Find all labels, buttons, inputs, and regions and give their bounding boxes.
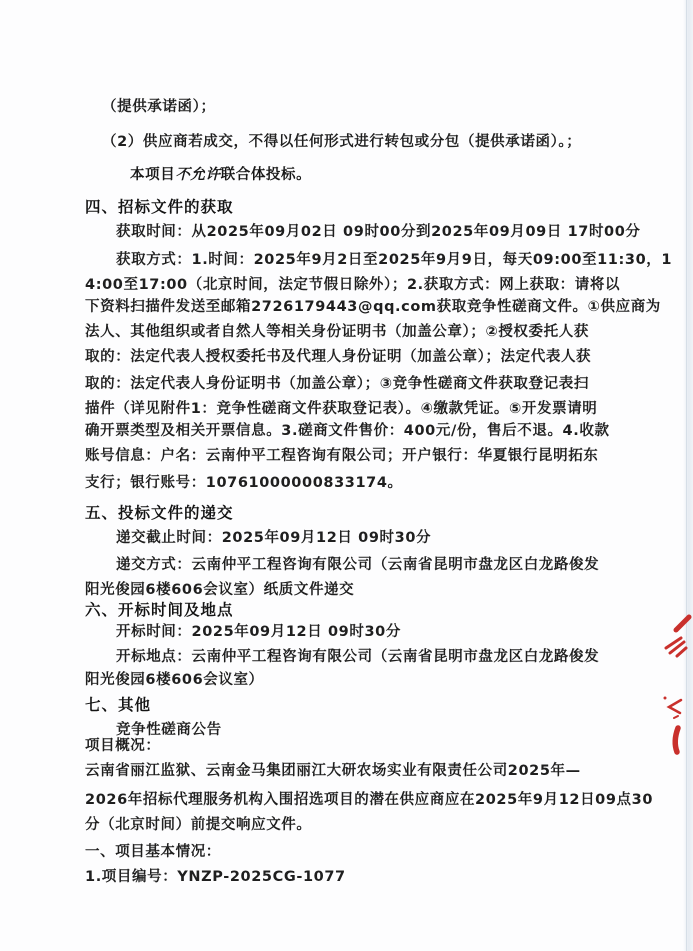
text-line: 确开票类型及相关开票信息。3.磋商文件售价：400元/份，售后不退。4.收款 [85, 423, 610, 439]
text-line: 4:00至17:00（北京时间，法定节假日除外）；2.获取方式：网上获取：请将以 [85, 277, 621, 293]
page-scan-edge-line [686, 0, 687, 951]
text-line: 竞争性磋商公告 [116, 722, 222, 738]
text-segment: 本项目 [130, 167, 176, 183]
red-ink-marks [650, 598, 693, 768]
red-ink-stroke [674, 716, 678, 718]
document-lines [85, 95, 673, 890]
text-segment: 联合体投标。 [220, 167, 312, 183]
text-line: 一、项目基本情况： [85, 844, 221, 860]
red-ink-stroke [669, 700, 681, 713]
text-line: （提供承诺函）； [102, 99, 216, 115]
text-line: 描件（详见附件1：竞争性磋商文件获取登记表）。④缴款凭证。⑤开发票请明 [85, 401, 598, 417]
page-scan-edge-shadow [683, 0, 693, 951]
section-heading: 七、其他 [85, 696, 152, 714]
text-line: 取的：法定代表人身份证明书（加盖公章）；③竞争性磋商文件获取登记表扫 [85, 376, 589, 392]
text-line: 获取时间：从2025年09月02日 09时00分到2025年09月09日 17时00分 [116, 224, 641, 240]
text-line: 开标地点：云南仲平工程咨询有限公司（云南省昆明市盘龙区白龙路俊发 [116, 649, 600, 665]
text-line: 云南省丽江监狱、云南金马集团丽江大研农场实业有限责任公司2025年— [85, 763, 581, 779]
section-heading: 六、开标时间及地点 [85, 601, 234, 619]
text-line: 分（北京时间）前提交响应文件。 [85, 817, 312, 833]
text-line: 开标时间：2025年09月12日 09时30分 [116, 624, 401, 640]
text-line: 递交截止时间：2025年09月12日 09时30分 [116, 530, 432, 546]
text-line: 项目概况： [85, 738, 161, 754]
text-line: 阳光俊园6楼606会议室）纸质文件递交 [85, 582, 355, 598]
text-line: 账号信息：户名：云南仲平工程咨询有限公司；开户银行：华夏银行昆明拓东 [85, 448, 599, 464]
section-heading: 五、投标文件的递交 [85, 504, 234, 522]
text-line [85, 163, 653, 188]
text-line: 获取方式：1.时间：2025年9月2日至2025年9月9日，每天09:00至11:30，1 [116, 252, 673, 268]
text-line: 阳光俊园6楼606会议室） [85, 672, 264, 688]
red-ink-stroke [676, 617, 689, 630]
red-ink-stroke [677, 648, 686, 656]
section-heading: 四、招标文件的获取 [85, 198, 234, 216]
text-line: 取的：法定代表人授权委托书及代理人身份证明（加盖公章）；法定代表人获 [85, 349, 592, 365]
text-line: 支行；银行账号：10761000000833174。 [85, 475, 403, 491]
text-line: （2）供应商若成交，不得以任何形式进行转包或分包（提供承诺函）。； [102, 134, 582, 150]
red-ink-stroke [675, 728, 678, 752]
emphasis-italic-text: 不允许 [175, 167, 221, 183]
text-line: 1.项目编号：YNZP-2025CG-1077 [85, 869, 346, 885]
red-ink-dot [664, 697, 667, 700]
text-line: 法人、其他组织或者自然人等相关身份证明书（加盖公章）；②授权委托人获 [85, 324, 589, 340]
text-line: 递交方式：云南仲平工程咨询有限公司（云南省昆明市盘龙区白龙路俊发 [116, 557, 600, 573]
text-line: 2026年招标代理服务机构入围招选项目的潜在供应商应在2025年9月12日09点30 [85, 792, 654, 808]
text-line: 下资料扫描件发送至邮箱2726179443@qq.com获取竞争性磋商文件。①供应商为 [85, 299, 661, 315]
